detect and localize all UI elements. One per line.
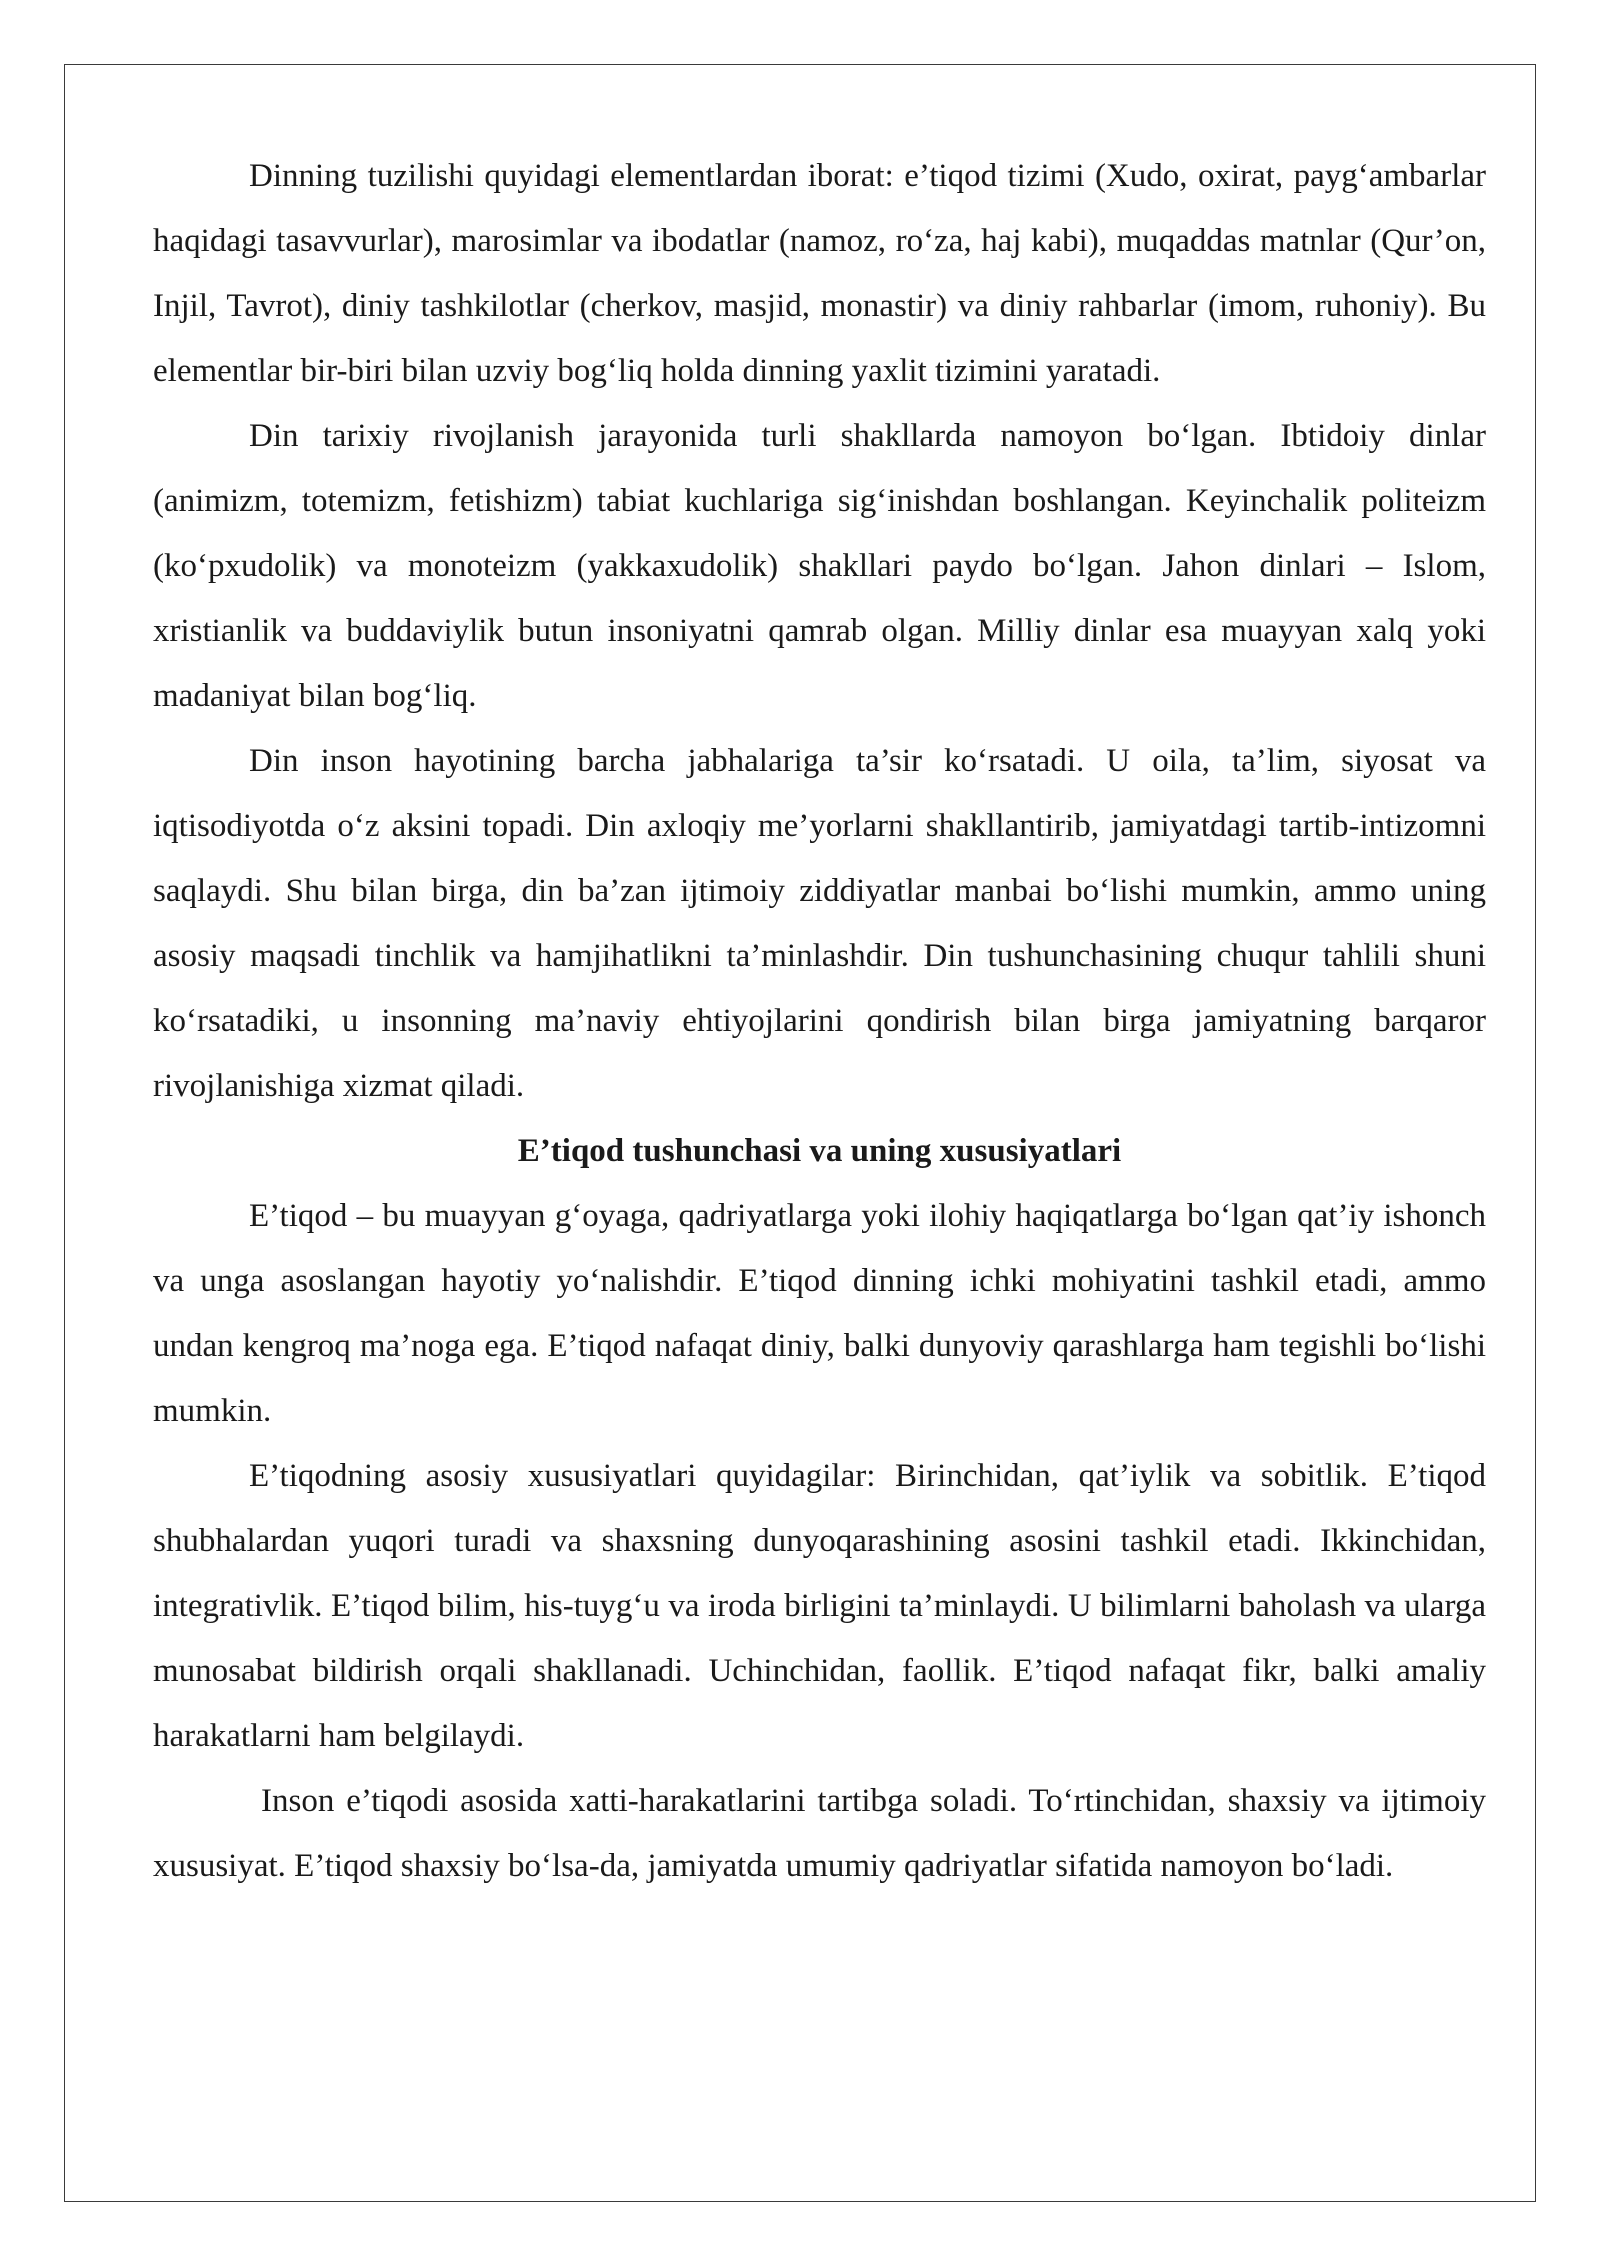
- paragraph-belief-features: E’tiqodning asosiy xususiyatlari quyidagilar: Birinchidan, qat’iylik va sobitlik. E’tiqod shubhalardan yuqori turadi va shaxsning dunyoqarashining asosini tashkil etadi. Ikkinchidan, integrativlik. E’tiqod bilim, his-tuyg‘u va iroda birligini ta’minlaydi. U bilimlarni baholash va ularga munosabat bildirish orqali shakllanadi. Uchinchidan, faollik. E’tiqod nafaqat fikr, balki amaliy harakatlarni ham belgilaydi.: [153, 1458, 1486, 1754]
- document-body: [153, 144, 1486, 1899]
- paragraph-belief-social: Inson e’tiqodi asosida xatti-harakatlarini tartibga soladi. To‘rtinchidan, shaxsiy va ijtimoiy xususiyat. E’tiqod shaxsiy bo‘lsa-da, jamiyatda umumiy qadriyatlar sifatida namoyon bo‘ladi.: [153, 1783, 1486, 1884]
- paragraph-belief-definition: E’tiqod – bu muayyan g‘oyaga, qadriyatlarga yoki ilohiy haqiqatlarga bo‘lgan qat’iy ishonch va unga asoslangan hayotiy yo‘nalishdir. E’tiqod dinning ichki mohiyatini tashkil etadi, ammo undan kengroq ma’noga ega. E’tiqod nafaqat diniy, balki dunyoviy qarashlarga ham tegishli bo‘lishi mumkin.: [153, 1198, 1486, 1429]
- section-heading: E’tiqod tushunchasi va uning xususiyatlari: [517, 1133, 1122, 1169]
- paragraph-religion-history: Din tarixiy rivojlanish jarayonida turli shakllarda namoyon bo‘lgan. Ibtidoiy dinlar (animizm, totemizm, fetishizm) tabiat kuchlariga sig‘inishdan boshlangan. Keyinchalik politeizm (ko‘pxudolik) va monoteizm (yakkaxudolik) shakllari paydo bo‘lgan. Jahon dinlari – Islom, xristianlik va buddaviylik butun insoniyatni qamrab olgan. Milliy dinlar esa muayyan xalq yoki madaniyat bilan bog‘liq.: [153, 418, 1486, 714]
- paragraph-religion-structure: Dinning tuzilishi quyidagi elementlardan iborat: e’tiqod tizimi (Xudo, oxirat, payg‘ambarlar haqidagi tasavvurlar), marosimlar va ibodatlar (namoz, ro‘za, haj kabi), muqaddas matnlar (Qur’on, Injil, Tavrot), diniy tashkilotlar (cherkov, masjid, monastir) va diniy rahbarlar (imom, ruhoniy). Bu elementlar bir-biri bilan uzviy bog‘liq holda dinning yaxlit tizimini yaratadi.: [153, 158, 1486, 389]
- paragraph-religion-influence: Din inson hayotining barcha jabhalariga ta’sir ko‘rsatadi. U oila, ta’lim, siyosat va iqtisodiyotda o‘z aksini topadi. Din axloqiy me’yorlarni shakllantirib, jamiyatdagi tartib-intizomni saqlaydi. Shu bilan birga, din ba’zan ijtimoiy ziddiyatlar manbai bo‘lishi mumkin, ammo uning asosiy maqsadi tinchlik va hamjihatlikni ta’minlashdir. Din tushunchasining chuqur tahlili shuni ko‘rsatadiki, u insonning ma’naviy ehtiyojlarini qondirish bilan birga jamiyatning barqaror rivojlanishiga xizmat qiladi.: [153, 743, 1486, 1104]
